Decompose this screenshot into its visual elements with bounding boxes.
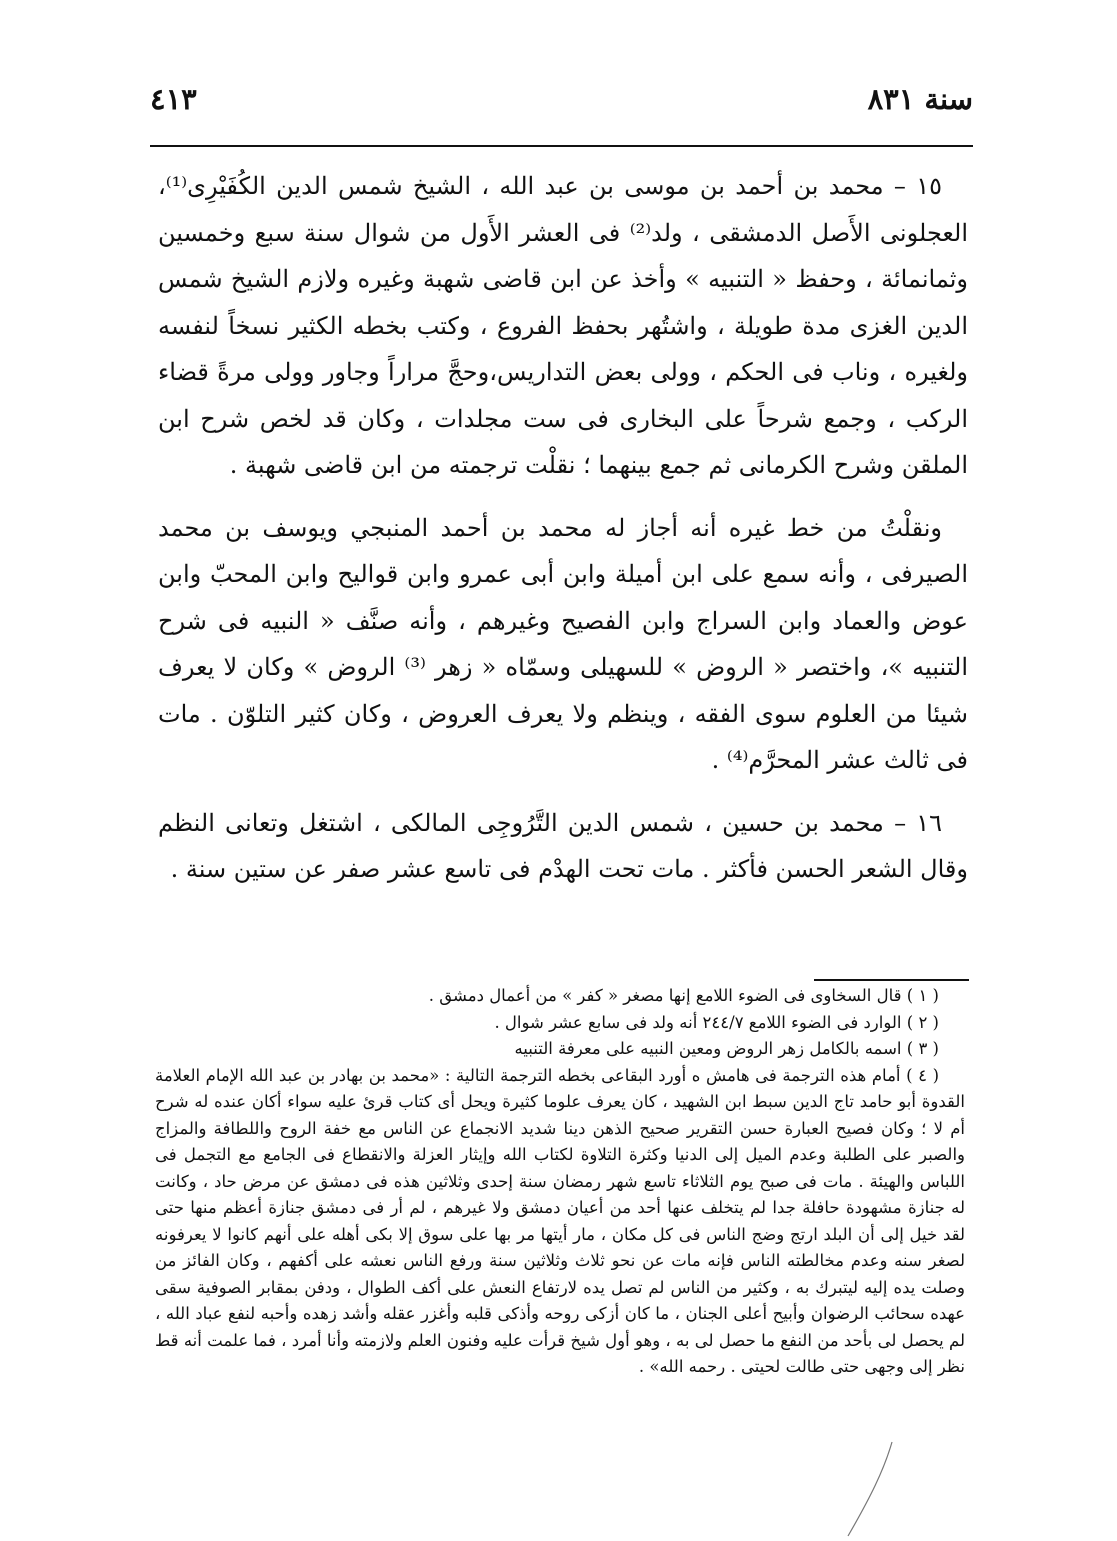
pen-stroke-mark (840, 1440, 900, 1540)
entry-15-paragraph: ١٥ – محمد بن أحمد بن موسى بن عبد الله ، الشيخ شمس الدين الكُفَيْرِى⁽¹⁾، العجلونى الأَصل الدمشقى ، ولد⁽²⁾ فى العشر الأَول من شوال سنة سبع وخمسين وثمانمائة ، وحفظ « التنبيه » وأخذ عن ابن قاضى شهبة وغيره ولازم الشيخ شمس الدين الغزى مدة طويلة ، واشتُهر بحفظ الفروع ، وكتب بخطه الكثير نسخاً لنفسه ولغيره ، وناب فى الحكم ، وولى بعض التداريس،وحجَّ مراراً وجاور وولى مرةً قضاء الركب ، وجمع شرحاً على البخارى فى ست مجلدات ، وكان قد لخص شرح ابن الملقن وشرح الكرمانى ثم جمع بينهما ؛ نقلْت ترجمته من ابن قاضى شهبة . (158, 172, 968, 479)
page-header (150, 82, 973, 142)
main-text (158, 163, 968, 909)
footnote-4: ( ٤ ) أمام هذه الترجمة فى هامش ه أورد البقاعى بخطه الترجمة التالية : «محمد بن بهادر بن عبد الله الإمام العلامة القدوة أبو حامد تاج الدين سبط ابن الشهيد ، كان يعرف علوما كثيرة ويحل أى كتاب قرئ عليه سواء أكان عنده له شرح أم لا ؛ وكان فصيح العبارة حسن التقرير صحيح الذهن دينا شديد الانجماع عن الناس مع خفة الروح واللطافة والمزاج والصبر على الطلبة وعدم الميل إلى الدنيا وكثرة التلاوة لكتاب الله وإيثار العزلة والانقطاع فى الجامع مع التجمل فى اللباس والهيئة . مات فى صبح يوم الثلاثاء تاسع شهر رمضان سنة إحدى وثلاثين هذه فى دمشق عن مرض حاد ، وكانت له جنازة مشهودة حافلة جدا لم يتخلف عنها أحد من أعيان دمشق ولا غيرهم ، لم أر فى دمشق جنازة أعظم منها حتى لقد خيل إلى أن البلد ارتج وضج الناس فى كل مكان ، مار أيتها مر بها على سوق إلا بكى أهله على أنهم كانوا لا يعرفونه لصغر سنه وعدم مخالطته الناس فإنه مات عن نحو ثلاث وثلاثين سنة ورفع الناس نعشه على أكفهم ، وكان الفائز من وصلت يده إليه ليتبرك به ، وكثير من الناس لم تصل يده لارتفاع النعش على أكف الطوال ، ودفن بمقابر الصوفية سقى عهده سحائب الرضوان وأبيح أعلى الجنان ، ما كان أزكى روحه وأذكى قلبه وأغزر عقله وأشد زهده وأحبه لنفع عباد الله ، لم يحصل لى بأحد من النفع ما حصل لى به ، وهو أول شيخ قرأت عليه وفنون العلم ولازمته وأنا أمرد ، فما علمت أنه قط نظر إلى وجهى حتى طالت لحيتى . رحمه الله» . (155, 1065, 965, 1376)
entry-15-continuation-paragraph: ونقلْتُ من خط غيره أنه أجاز له محمد بن أحمد المنبجي ويوسف بن محمد الصيرفى ، وأنه سمع على ابن أميلة وابن أبى عمرو وابن قواليح وابن المحبّ وابن عوض والعماد وابن السراج وابن الفصيح وغيرهم ، وأنه صنَّف « النبيه فى شرح التنبيه »، واختصر « الروض » للسهيلى وسمّاه « زهر ⁽³⁾ الروض » وكان لا يعرف شيئا من العلوم سوى الفقه ، وينظم ولا يعرف العروض ، وكان كثير التلوّن . مات فى ثالث عشر المحرَّم⁽⁴⁾ . (158, 513, 969, 774)
footnotes (155, 983, 965, 1381)
footnote-1: ( ١ ) قال السخاوى فى الضوء اللامع إنها مصغر « كفر » من أعمال دمشق . (428, 986, 939, 1005)
footnote-3: ( ٣ ) اسمه بالكامل زهر الروض ومعين النبيه على معرفة التنبيه (514, 1039, 939, 1058)
header-rule (150, 145, 973, 147)
entry-16-paragraph: ١٦ – محمد بن حسين ، شمس الدين التَّرُوجِى المالكى ، اشتغل وتعانى النظم وقال الشعر الحسن فأكثر . مات تحت الهدْم فى تاسع عشر صفر عن ستين سنة . (158, 808, 968, 883)
page-number: ٤١٣ (150, 82, 197, 116)
running-head-year: سنة ٨٣١ (867, 82, 973, 116)
footnote-separator (814, 979, 969, 981)
footnote-2: ( ٢ ) الوارد فى الضوء اللامع ٢٤٤/٧ أنه ولد فى سابع عشر شوال . (494, 1012, 939, 1032)
